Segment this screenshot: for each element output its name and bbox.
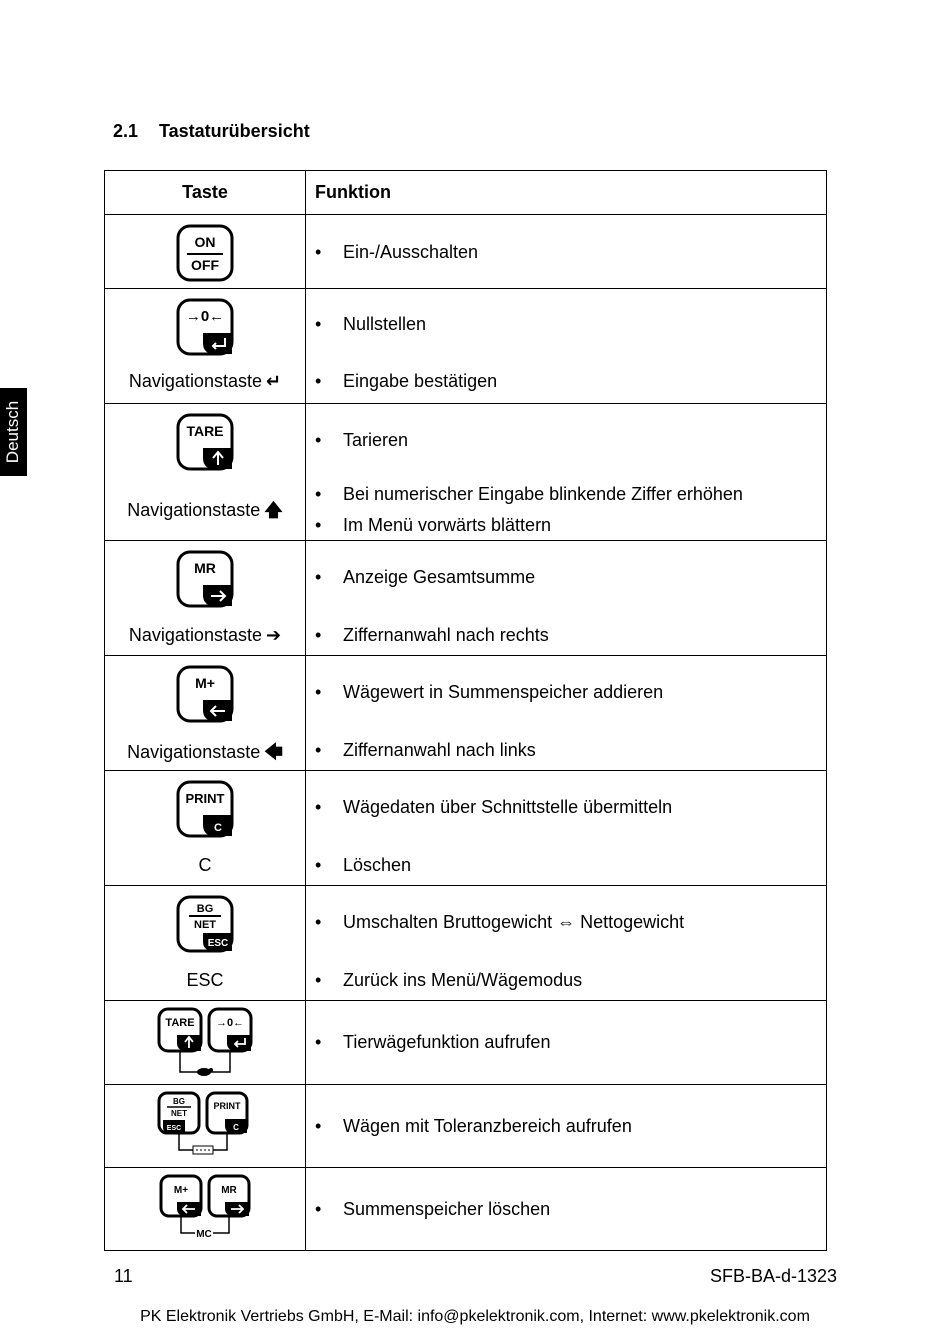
function-item: • Umschalten Bruttogewicht ⇔ Nettogewicht [315,912,685,932]
table-row [105,541,827,656]
table-row [105,771,827,886]
svg-text:M+: M+ [195,675,215,691]
esc-print-combo-icon [155,1090,255,1166]
table-row [105,215,827,289]
svg-text:NET: NET [171,1109,187,1118]
function-cell [306,771,827,886]
function-item: • Bei numerischer Eingabe blinkende Ziffer erhöhen [315,484,743,504]
function-item: • Wägen mit Toleranzbereich aufrufen [315,1116,632,1136]
table-row [105,1168,827,1251]
svg-text:ON: ON [194,234,216,250]
column-header-key: Taste [105,171,306,215]
function-item: • Wägewert in Summenspeicher addieren [315,682,664,702]
print-c-key-icon [175,779,235,839]
tare-zero-combo-icon [155,1006,255,1082]
function-item: • Ein-/Ausschalten [315,242,479,262]
svg-text:TARE: TARE [165,1017,195,1029]
zero-enter-key-icon [175,297,235,357]
function-cell [306,656,827,771]
function-item: • Tierwägefunktion aufrufen [315,1032,551,1052]
tare-up-key-icon [175,412,235,472]
navigation-key-label: Navigationstaste ➔ [128,625,282,645]
table-row [105,404,827,541]
table-row [105,1001,827,1085]
key-label: ESC [186,970,224,990]
column-header-function: Funktion [306,171,827,215]
svg-text:MC: MC [196,1229,212,1240]
table-row [105,886,827,1001]
svg-text:→0←: →0← [185,308,225,325]
function-item: • Zurück ins Menü/Wägemodus [315,970,583,990]
svg-text:M+: M+ [173,1185,189,1196]
key-cell [105,1001,306,1085]
function-cell [306,1168,827,1251]
up-arrow-icon: 🡅 [264,500,283,520]
svg-text:MR: MR [194,560,216,576]
function-item: • Wägedaten über Schnittstelle übermitteln [315,797,673,817]
left-arrow-icon: 🡄 [264,742,283,762]
navigation-key-label: Navigationstaste ↵ [128,371,282,391]
svg-text:ESC: ESC [166,1125,182,1132]
page-number: 11 [114,1266,133,1286]
svg-text:ESC: ESC [207,938,229,949]
key-cell [105,886,306,1001]
function-cell [306,1085,827,1168]
table-row [105,289,827,404]
function-cell [306,404,827,541]
keyboard-overview-table [104,170,827,1251]
svg-text:C: C [233,1123,239,1132]
mplus-left-key-icon [175,664,235,724]
function-item: • Eingabe bestätigen [315,371,498,391]
function-cell [306,289,827,404]
language-tab-label: Deutsch [3,400,23,464]
table-row [105,656,827,771]
navigation-key-label: Navigationstaste 🡄 [127,742,283,762]
svg-text:BG: BG [196,903,214,915]
key-cell [105,215,306,289]
svg-text:PRINT: PRINT [213,1101,241,1111]
function-item: • Ziffernanwahl nach links [315,740,536,760]
company-footer: PK Elektronik Vertriebs GmbH, E-Mail: info@pkelektronik.com, Internet: www.pkelektronik.com [140,1308,810,1325]
table-row [105,1085,827,1168]
section-title: Tastaturübersicht [159,121,310,141]
svg-text:TARE: TARE [186,423,224,439]
function-item: • Im Menü vorwärts blättern [315,515,552,535]
section-number: 2.1 [113,121,139,141]
key-label: C [198,855,212,875]
key-cell [105,1085,306,1168]
function-item: • Nullstellen [315,314,427,334]
svg-text:→0←: →0← [215,1017,245,1029]
bg-net-esc-key-icon [175,894,235,954]
svg-text:BG: BG [173,1097,185,1106]
function-item: • Löschen [315,855,412,875]
section-heading [113,121,310,142]
svg-text:C: C [214,822,222,834]
key-cell [105,404,306,541]
mr-right-key-icon [175,549,235,609]
key-cell [105,541,306,656]
language-side-tab [0,388,27,476]
function-item: • Ziffernanwahl nach rechts [315,625,549,645]
table-header-row [105,171,827,215]
function-item: • Anzeige Gesamtsumme [315,567,536,587]
key-cell [105,656,306,771]
function-item: • Summenspeicher löschen [315,1199,551,1219]
document-id: SFB-BA-d-1323 [709,1266,837,1286]
key-cell [105,1168,306,1251]
enter-arrow-icon: ↵ [265,371,282,391]
function-cell [306,215,827,289]
mplus-mr-combo-icon [155,1173,255,1249]
function-item: • Tarieren [315,430,409,450]
svg-text:NET: NET [194,919,216,931]
key-cell [105,289,306,404]
function-cell [306,541,827,656]
function-cell [306,886,827,1001]
on-off-key-icon [175,223,235,283]
svg-text:OFF: OFF [191,257,219,273]
right-arrow-icon: ➔ [265,625,282,645]
function-cell [306,1001,827,1085]
svg-text:MR: MR [221,1185,237,1196]
navigation-key-label: Navigationstaste 🡅 [127,500,283,520]
svg-text:PRINT: PRINT [185,791,225,806]
key-cell [105,771,306,886]
